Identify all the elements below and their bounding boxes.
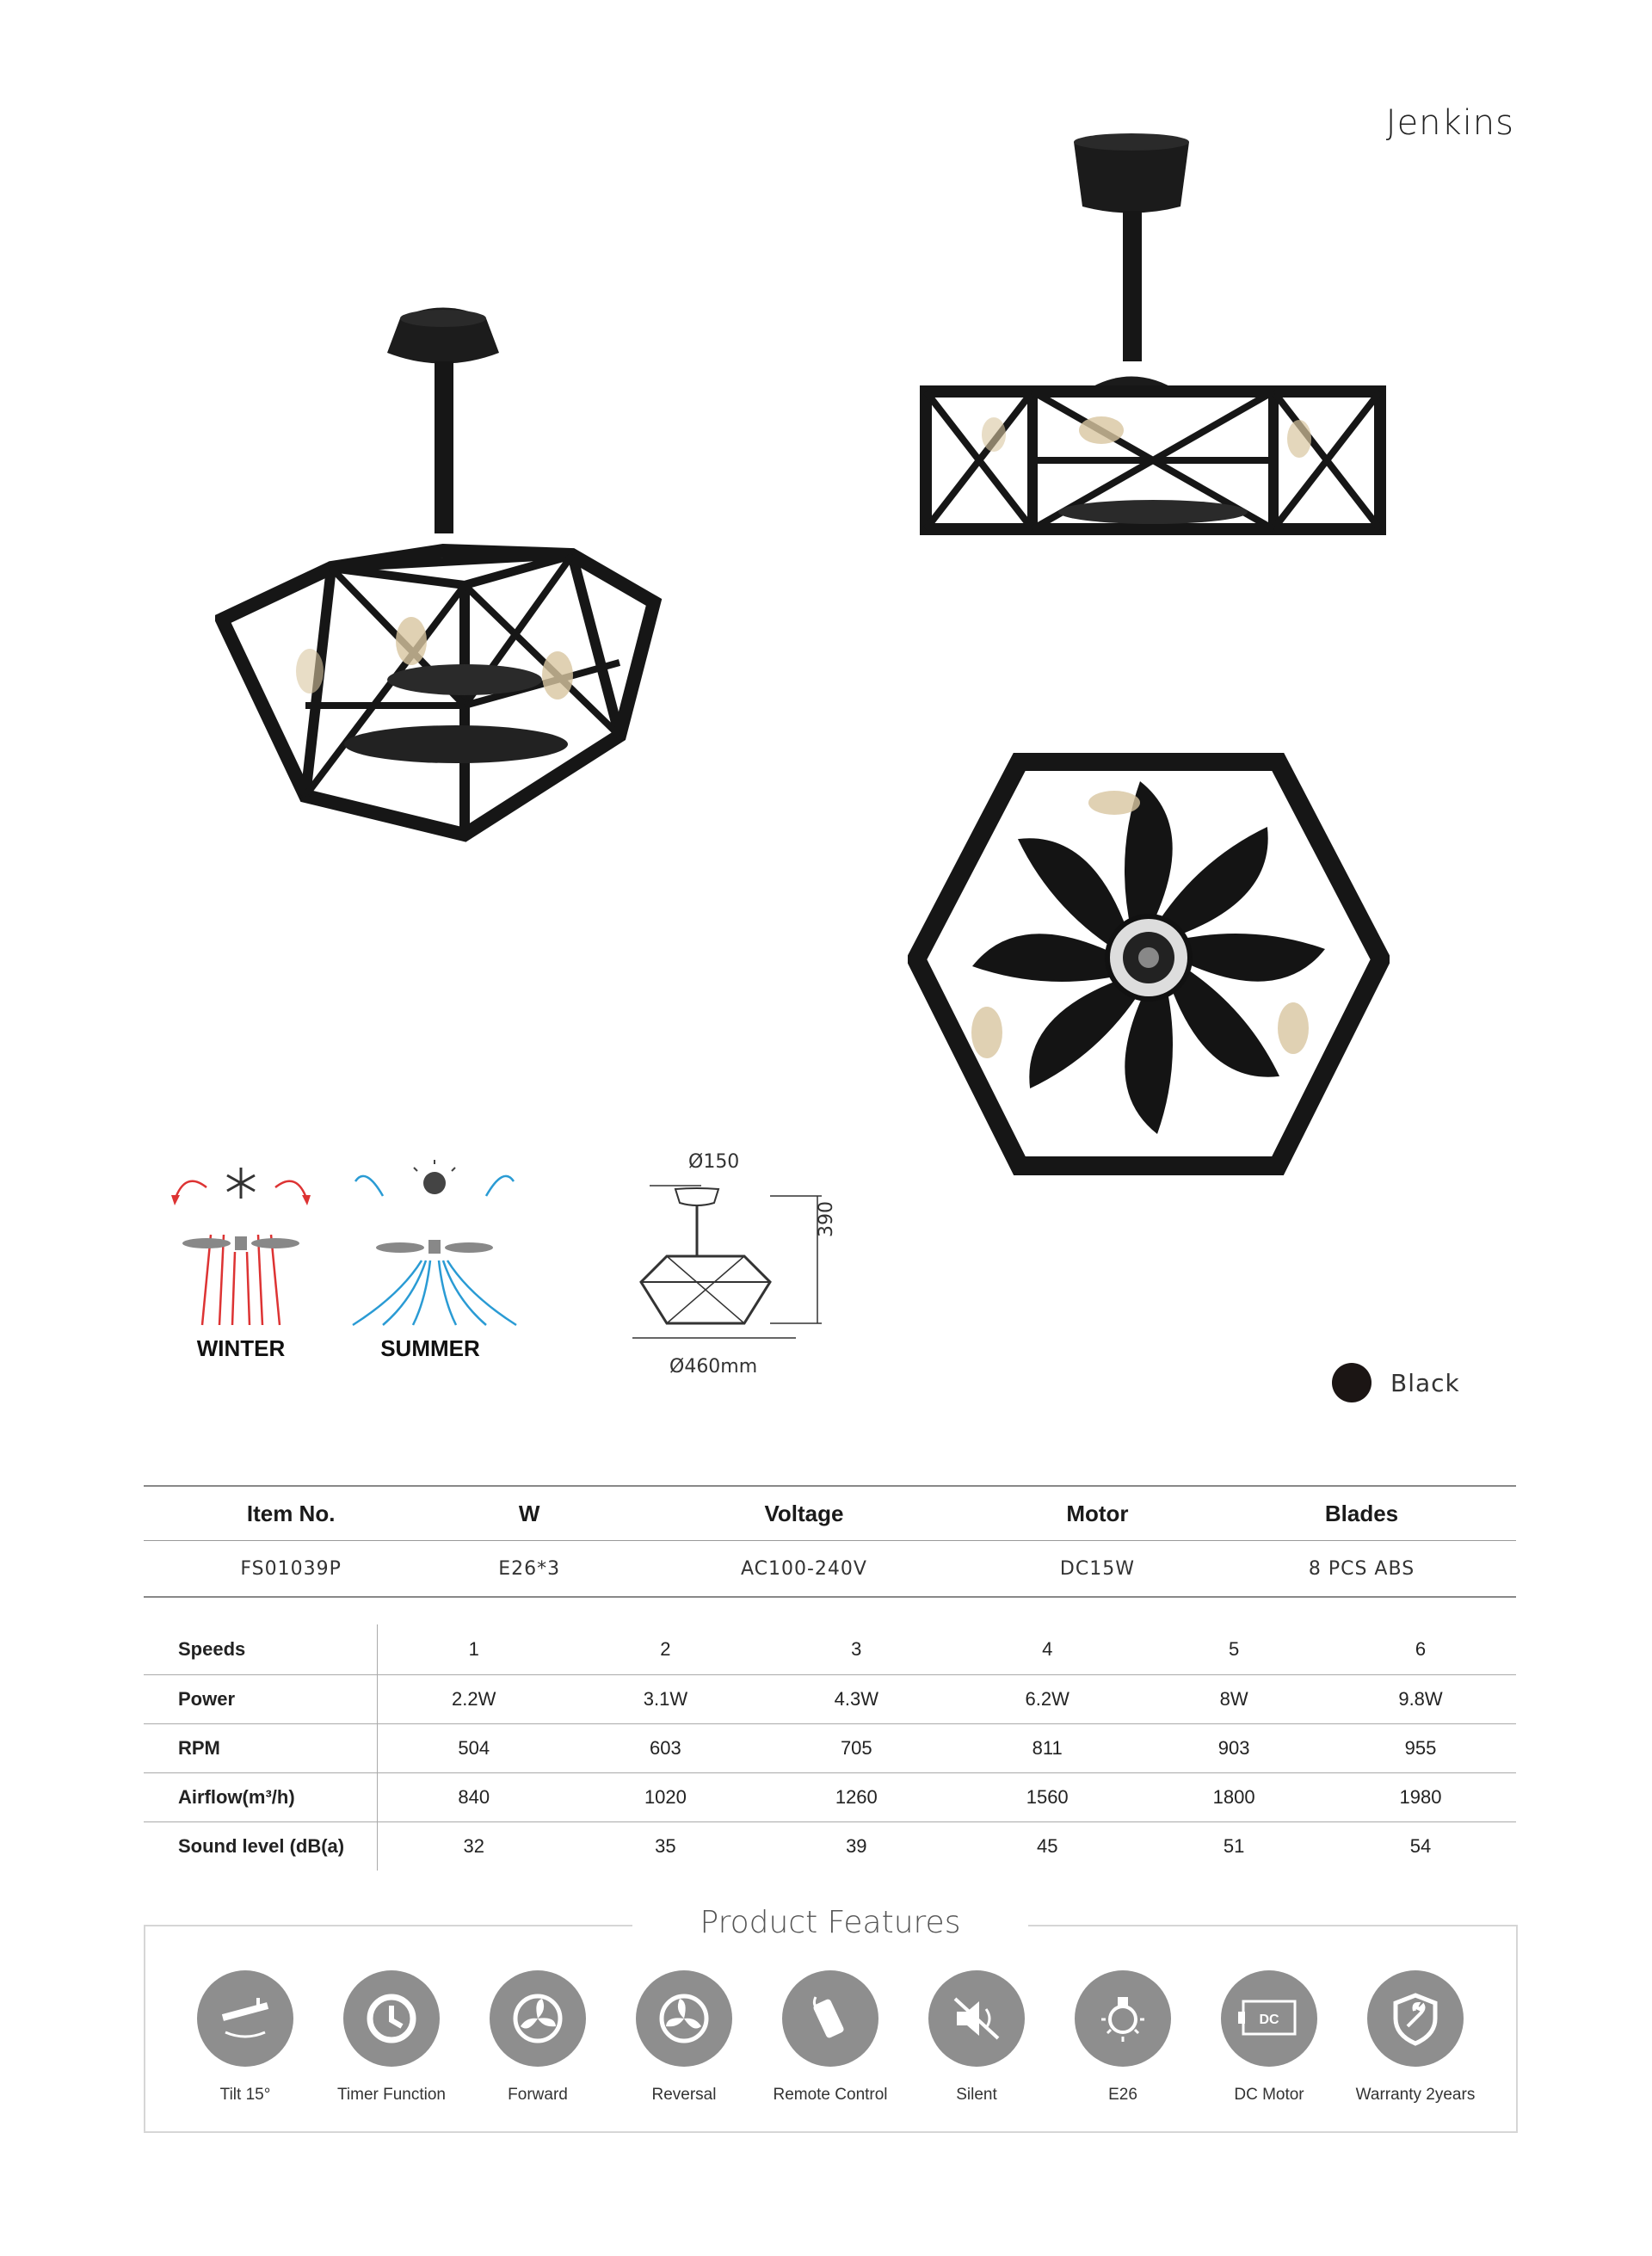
speed-cell: 1980 (1325, 1773, 1516, 1822)
dc-motor-icon (1221, 1970, 1317, 2067)
speed-level: 1 (378, 1624, 570, 1675)
warranty-icon (1367, 1970, 1464, 2067)
feature-item (1050, 1970, 1196, 2105)
spec-header: Blades (1207, 1486, 1516, 1541)
spec-header: Motor (988, 1486, 1207, 1541)
tilt-icon (197, 1970, 293, 2067)
spec-header-row (144, 1486, 1516, 1541)
feature-label: DC Motor (1234, 2086, 1304, 2104)
speed-cell: 903 (1143, 1724, 1325, 1773)
speed-cell: 1800 (1143, 1773, 1325, 1822)
speed-level: 3 (761, 1624, 952, 1675)
feature-label: Silent (956, 2086, 997, 2104)
summer-airflow-diagram (348, 1157, 521, 1329)
feature-item (903, 1970, 1050, 2105)
height-dimension: 390 (816, 1201, 837, 1237)
dimension-drawing (624, 1170, 839, 1377)
spec-cell: DC15W (988, 1541, 1207, 1598)
feature-item (611, 1970, 757, 2105)
winter-airflow-diagram (168, 1157, 314, 1329)
speed-cell: 955 (1325, 1724, 1516, 1773)
reversal-icon (636, 1970, 732, 2067)
speed-cell: 603 (570, 1724, 761, 1773)
speed-level: 5 (1143, 1624, 1325, 1675)
summer-label: SUMMER (380, 1335, 480, 1361)
speed-cell: 811 (952, 1724, 1143, 1773)
speed-row-label: Speeds (144, 1624, 378, 1675)
spec-cell: FS01039P (144, 1541, 438, 1598)
forward-icon (490, 1970, 586, 2067)
feature-item (465, 1970, 611, 2105)
brand-name: Jenkins (1385, 103, 1514, 143)
speed-table (144, 1624, 1516, 1871)
speed-row (144, 1773, 1516, 1822)
feature-label: Tilt 15° (219, 2086, 271, 2104)
speed-cell: 54 (1409, 1835, 1432, 1857)
spec-cell: 8 PCS ABS (1207, 1541, 1516, 1598)
feature-item (318, 1970, 465, 2105)
speed-cell: 705 (761, 1724, 952, 1773)
feature-label: Timer Function (337, 2086, 446, 2104)
spec-table (144, 1485, 1516, 1598)
product-photo-angled (215, 301, 749, 886)
snowflake-icon (227, 1168, 255, 1199)
speed-level: 2 (570, 1624, 761, 1675)
spec-cell: E26*3 (438, 1541, 620, 1598)
product-photo-side (912, 133, 1394, 581)
sun-icon (423, 1172, 446, 1194)
speed-level: 4 (952, 1624, 1143, 1675)
spec-header: Voltage (620, 1486, 988, 1541)
speed-row-label: Airflow(m³/h) (144, 1773, 378, 1822)
overall-diameter: Ø460mm (669, 1356, 758, 1378)
speed-cell: 32 (463, 1835, 484, 1857)
speed-cell: 1260 (761, 1773, 952, 1822)
color-option (1332, 1363, 1460, 1402)
feature-item (757, 1970, 903, 2105)
speed-row-label: RPM (144, 1724, 378, 1773)
speed-level: 6 (1325, 1624, 1516, 1675)
feature-label: Warranty 2years (1355, 2086, 1476, 2104)
remote-control-icon (782, 1970, 878, 2067)
speed-cell: 2.2W (378, 1675, 570, 1724)
color-label: Black (1390, 1368, 1460, 1397)
spec-header: Item No. (144, 1486, 438, 1541)
speed-cell: 45 (1036, 1835, 1058, 1857)
speed-row-label: Sound level (dB(a) (144, 1822, 378, 1871)
spec-cell: AC100-240V (620, 1541, 988, 1598)
speed-header-row (144, 1624, 1516, 1675)
speed-row (144, 1675, 1516, 1724)
feature-item (1342, 1970, 1489, 2105)
speed-cell: 1020 (570, 1773, 761, 1822)
bulb-icon (1075, 1970, 1171, 2067)
feature-label: Reversal (651, 2086, 717, 2104)
speed-cell: 4.3W (761, 1675, 952, 1724)
canopy-diameter: Ø150 (688, 1151, 740, 1173)
speed-row (144, 1724, 1516, 1773)
speed-cell: 504 (378, 1724, 570, 1773)
speed-cell: 840 (378, 1773, 570, 1822)
timer-icon (343, 1970, 440, 2067)
speed-cell: 8W (1143, 1675, 1325, 1724)
speed-row-label: Power (144, 1675, 378, 1724)
feature-item (1196, 1970, 1342, 2105)
features-row (172, 1970, 1489, 2105)
speed-cell: 3.1W (570, 1675, 761, 1724)
svg-text:DC: DC (1259, 2013, 1279, 2027)
spec-row (144, 1541, 1516, 1598)
spec-header: W (438, 1486, 620, 1541)
speed-cell: 9.8W (1325, 1675, 1516, 1724)
silent-icon (928, 1970, 1025, 2067)
features-title: Product Features (632, 1905, 1028, 1940)
feature-label: Forward (508, 2086, 568, 2104)
feature-label: E26 (1108, 2086, 1137, 2104)
winter-label: WINTER (196, 1335, 286, 1361)
color-swatch (1332, 1363, 1372, 1402)
feature-item (172, 1970, 318, 2105)
product-photo-bottom (908, 753, 1390, 1183)
speed-cell: 39 (846, 1835, 867, 1857)
speed-cell: 51 (1223, 1835, 1245, 1857)
speed-cell: 35 (655, 1835, 676, 1857)
feature-label: Remote Control (773, 2086, 888, 2104)
speed-row (144, 1822, 1516, 1871)
speed-cell: 1560 (952, 1773, 1143, 1822)
speed-cell: 6.2W (952, 1675, 1143, 1724)
